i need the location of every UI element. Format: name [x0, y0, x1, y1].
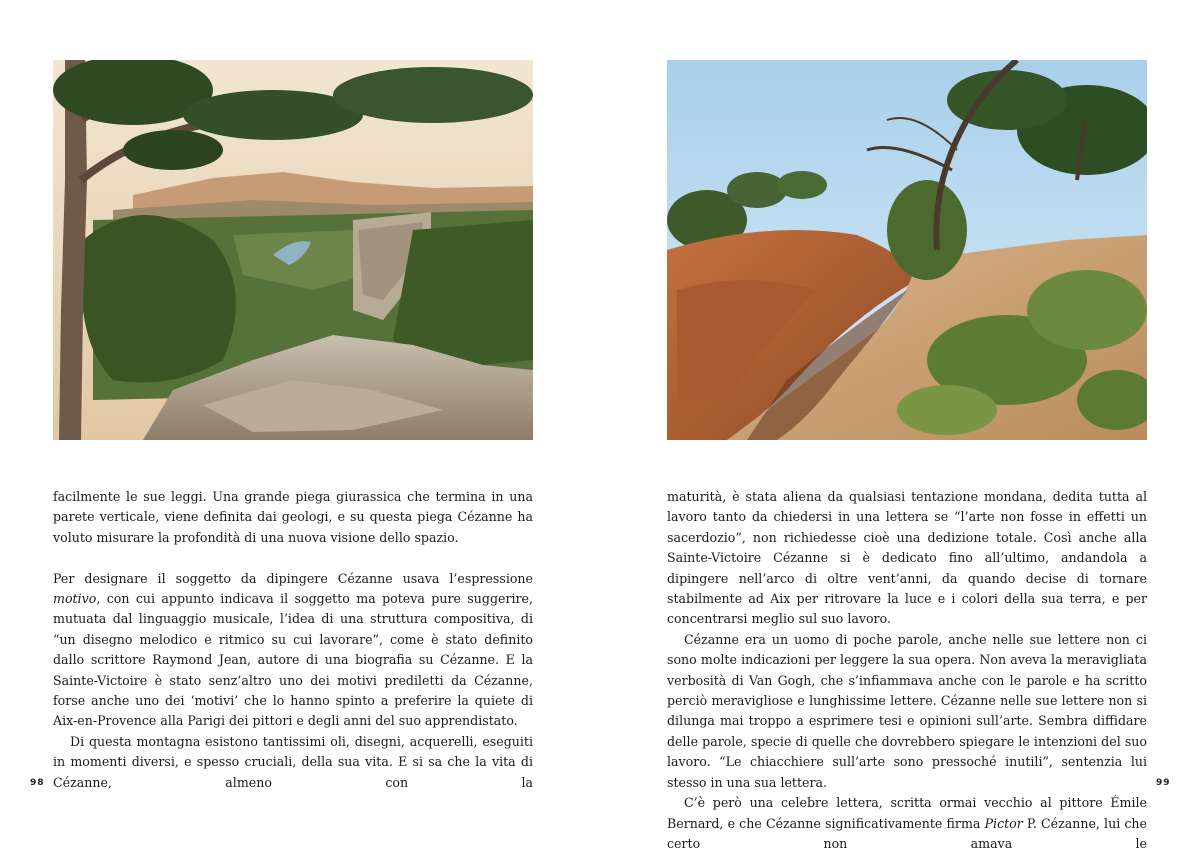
paragraph: Per designare il soggetto da dipingere Cézanne usava l’espressione motivo, con cui appunto indicava il soggetto ma poteva pure suggerire, mutuata dal linguaggio musicale, l’idea di una struttura compositiva, di “un disegno melodico e ritmico su cui lavorare”, come è stato definito dallo scrittore Raymond Jean, autore di una biografia su Cézanne. E la Sainte-Victoire è stato senz’altro uno dei motivi prediletti da Cézanne, forse anche uno dei ‘motivi’ che lo hanno spinto a preferire la quiete di Aix-en-Provence alla Parigi dei pittori e degli anni del suo apprendistato. [53, 570, 533, 729]
landscape-photo-gorge [53, 60, 533, 440]
page-number-right: 99 [1156, 778, 1171, 788]
paragraph: Di questa montagna esistono tantissimi oli, disegni, acquerelli, eseguiti in momenti diversi, e spesso cruciali, della sua vita. E si sa che la vita di Cézanne, almeno con la [53, 733, 533, 790]
paragraph: maturità, è stata aliena da qualsiasi tentazione mondana, dedita tutta al lavoro tanto da chiedersi in una lettera se “l’arte non fosse in effetti un sacerdozio”, non richiedesse cioè una dedizione totale. Così anche alla Sainte-Victoire Cézanne si è dedicato fino all’ultimo, andandola a dipingere nell’arco di oltre vent’anni, da quando decise di tornare stabilmente ad Aix per ritrovare la luce e i colori della sua terra, e per concentrarsi meglio sul suo lavoro. [667, 489, 1147, 627]
right-page-text [667, 487, 1147, 854]
ravine-illustration [667, 60, 1147, 440]
italic-term: Pictor [984, 815, 1023, 831]
paragraph: C’è però una celebre lettera, scritta ormai vecchio al pittore Émile Bernard, e che Cézanne significativamente firma Pictor P. Cézanne, lui che certo non amava le [667, 795, 1147, 851]
landscape-photo-ravine [667, 60, 1147, 440]
page-number-left: 98 [30, 778, 45, 788]
left-page-text [53, 487, 533, 793]
paragraph: Cézanne era un uomo di poche parole, anche nelle sue lettere non ci sono molte indicazioni per leggere la sua opera. Non aveva la meravigliata verbosità di Van Gogh, che s’infiammava anche con le parole e ha scritto perciò meravigliose e lunghissime lettere. Cézanne nelle sue lettere non si dilunga mai troppo a esprimere tesi e opinioni sull’arte. Sembra diffidare delle parole, specie di quelle che dovrebbero spiegare le intenzioni del suo lavoro. “Le chiacchiere sull’arte sono pressoché inutili”, sentenzia lui stesso in una sua lettera. [667, 631, 1147, 790]
paragraph: facilmente le sue leggi. Una grande piega giurassica che termina in una parete verticale, viene definita dai geologi, e su questa piega Cézanne ha voluto misurare la profondità di una nuova visione dello spazio. [53, 489, 533, 545]
italic-term: motivo [53, 591, 97, 607]
gorge-illustration [53, 60, 533, 440]
